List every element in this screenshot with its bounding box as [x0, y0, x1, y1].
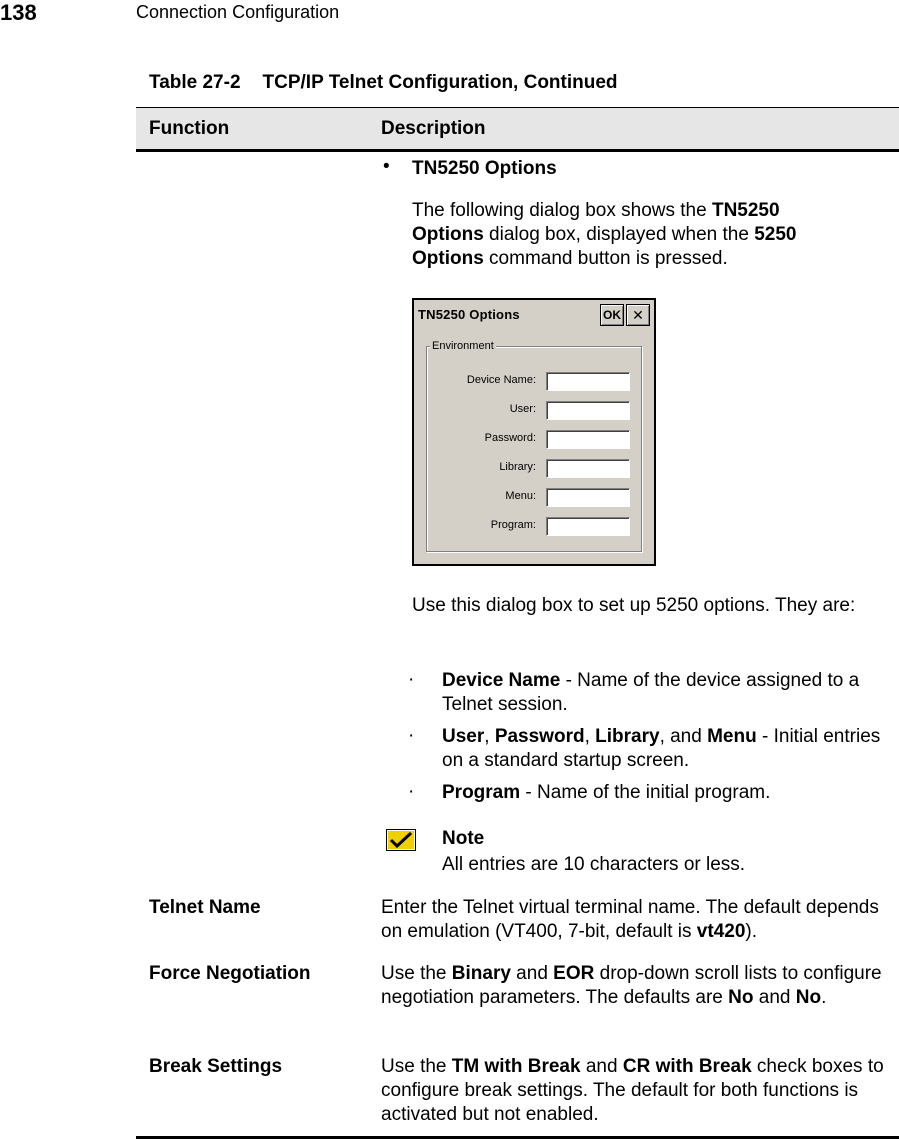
menu-input[interactable]	[546, 488, 630, 507]
ok-button[interactable]: OK	[600, 304, 624, 326]
password-label: Password:	[484, 432, 536, 444]
tn5250-bullet: •	[383, 156, 390, 177]
password-input[interactable]	[546, 430, 630, 449]
menu-label: Menu:	[505, 490, 536, 502]
user-label: User:	[509, 403, 536, 415]
table-caption	[149, 72, 618, 94]
row-function-break-settings: Break Settings	[149, 1056, 283, 1077]
row-function-telnet-name: Telnet Name	[149, 897, 261, 918]
dialog-titlebar	[414, 300, 654, 328]
note-check-icon	[386, 829, 416, 851]
section-title: Connection Configuration	[136, 2, 340, 22]
device-name-label: Device Name:	[466, 374, 536, 386]
close-button[interactable]	[626, 304, 650, 326]
note-text: All entries are 10 characters or less.	[442, 854, 746, 875]
item-dot: ·	[408, 781, 415, 802]
library-label: Library:	[499, 461, 536, 473]
tn5250-intro: The following dialog box shows the TN5250 Options dialog box, displayed when the 5250 Options command button is pressed.	[412, 200, 797, 269]
device-name-input[interactable]	[546, 372, 630, 391]
page-number: 138	[0, 0, 37, 25]
note-heading: Note	[442, 828, 485, 849]
item-dot: ·	[408, 725, 415, 746]
table-caption-label: Table 27-2	[149, 72, 241, 93]
program-label: Program:	[490, 519, 536, 531]
row-description-force-negotiation: Use the Binary and EOR drop-down scroll lists to configure negotiation parameters. The defaults are No and No.	[381, 963, 882, 1008]
table-header	[136, 107, 899, 152]
column-header-function: Function	[149, 118, 230, 139]
device-name-item: Device Name - Name of the device assigned to a Telnet session.	[442, 670, 860, 715]
user-input[interactable]	[546, 401, 630, 420]
close-icon: ✕	[632, 307, 644, 323]
row-function-force-negotiation: Force Negotiation	[149, 963, 311, 984]
user-password-library-menu-item: User, Password, Library, and Menu - Initial entries on a standard startup screen.	[442, 726, 881, 771]
table-caption-title: TCP/IP Telnet Configuration, Continued	[262, 72, 618, 93]
environment-group-label: Environment	[432, 340, 494, 352]
library-input[interactable]	[546, 459, 630, 478]
item-dot: ·	[408, 669, 415, 690]
dialog-title: TN5250 Options	[418, 307, 520, 322]
row-description-telnet-name: Enter the Telnet virtual terminal name. The default depends on emulation (VT400, 7-bit, default is vt420).	[381, 897, 879, 942]
table-bottom-rule	[136, 1136, 899, 1139]
row-description-break-settings: Use the TM with Break and CR with Break check boxes to configure break settings. The default for both functions is activated but not enabled.	[381, 1056, 884, 1125]
tn5250-options-dialog	[412, 298, 656, 566]
tn5250-use-text: Use this dialog box to set up 5250 options. They are:	[412, 595, 856, 616]
program-input[interactable]	[546, 517, 630, 536]
column-header-description: Description	[381, 118, 486, 139]
tn5250-heading: TN5250 Options	[412, 158, 557, 179]
program-item: Program - Name of the initial program.	[442, 782, 771, 803]
